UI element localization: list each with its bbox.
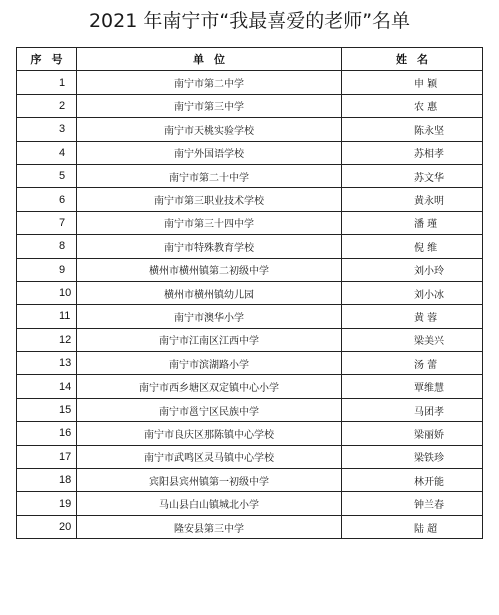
row-teacher-name: 梁美兴 bbox=[342, 328, 483, 351]
row-unit: 南宁市江南区江西中学 bbox=[77, 328, 342, 351]
row-teacher-name: 陈永坚 bbox=[342, 118, 483, 141]
table-row bbox=[17, 515, 483, 538]
row-unit: 南宁市第三职业技术学校 bbox=[77, 188, 342, 211]
row-unit: 马山县白山镇城北小学 bbox=[77, 492, 342, 515]
table-row bbox=[17, 281, 483, 304]
row-number: 19 bbox=[17, 492, 77, 515]
row-teacher-name: 汤 蕾 bbox=[342, 352, 483, 375]
table-row bbox=[17, 422, 483, 445]
row-teacher-name: 黄 蓉 bbox=[342, 305, 483, 328]
table-row bbox=[17, 94, 483, 117]
row-teacher-name: 农 惠 bbox=[342, 94, 483, 117]
row-number: 18 bbox=[17, 469, 77, 492]
row-teacher-name: 马团孝 bbox=[342, 398, 483, 421]
table-row bbox=[17, 71, 483, 94]
table-row bbox=[17, 141, 483, 164]
row-number: 4 bbox=[17, 141, 77, 164]
row-number: 17 bbox=[17, 445, 77, 468]
row-number: 5 bbox=[17, 164, 77, 187]
row-number: 2 bbox=[17, 94, 77, 117]
row-unit: 南宁市第三十四中学 bbox=[77, 211, 342, 234]
row-teacher-name: 林开能 bbox=[342, 469, 483, 492]
row-teacher-name: 潘 瑾 bbox=[342, 211, 483, 234]
row-number: 8 bbox=[17, 235, 77, 258]
table-row bbox=[17, 235, 483, 258]
row-teacher-name: 钟兰春 bbox=[342, 492, 483, 515]
table-row bbox=[17, 164, 483, 187]
row-unit: 南宁市良庆区那陈镇中心学校 bbox=[77, 422, 342, 445]
row-number: 1 bbox=[17, 71, 77, 94]
row-number: 15 bbox=[17, 398, 77, 421]
page-title: 2021 年南宁市“我最喜爱的老师”名单 bbox=[88, 10, 411, 32]
row-unit: 南宁市第三中学 bbox=[77, 94, 342, 117]
row-number: 16 bbox=[17, 422, 77, 445]
row-teacher-name: 刘小玲 bbox=[342, 258, 483, 281]
table-row bbox=[17, 118, 483, 141]
row-unit: 横州市横州镇幼儿园 bbox=[77, 281, 342, 304]
row-teacher-name: 梁铁珍 bbox=[342, 445, 483, 468]
row-number: 12 bbox=[17, 328, 77, 351]
row-teacher-name: 申 颖 bbox=[342, 71, 483, 94]
row-unit: 南宁外国语学校 bbox=[77, 141, 342, 164]
table-header-row bbox=[17, 48, 483, 71]
row-unit: 南宁市澳华小学 bbox=[77, 305, 342, 328]
table-row bbox=[17, 258, 483, 281]
row-number: 7 bbox=[17, 211, 77, 234]
table-row bbox=[17, 445, 483, 468]
table-row bbox=[17, 375, 483, 398]
row-teacher-name: 苏文华 bbox=[342, 164, 483, 187]
row-unit: 南宁市西乡塘区双定镇中心小学 bbox=[77, 375, 342, 398]
row-number: 11 bbox=[17, 305, 77, 328]
table-row bbox=[17, 492, 483, 515]
row-number: 6 bbox=[17, 188, 77, 211]
table-row bbox=[17, 352, 483, 375]
header-unit: 单位 bbox=[77, 48, 342, 71]
row-unit: 隆安县第三中学 bbox=[77, 515, 342, 538]
table-row bbox=[17, 188, 483, 211]
table-row bbox=[17, 398, 483, 421]
row-unit: 南宁市邕宁区民族中学 bbox=[77, 398, 342, 421]
row-number: 14 bbox=[17, 375, 77, 398]
row-number: 13 bbox=[17, 352, 77, 375]
header-number: 序号 bbox=[17, 48, 77, 71]
row-teacher-name: 刘小冰 bbox=[342, 281, 483, 304]
table-row bbox=[17, 211, 483, 234]
table-row bbox=[17, 328, 483, 351]
row-unit: 南宁市特殊教育学校 bbox=[77, 235, 342, 258]
row-teacher-name: 黄永明 bbox=[342, 188, 483, 211]
row-teacher-name: 梁丽娇 bbox=[342, 422, 483, 445]
teacher-list-table bbox=[16, 47, 483, 539]
row-number: 10 bbox=[17, 281, 77, 304]
row-number: 9 bbox=[17, 258, 77, 281]
row-teacher-name: 覃维慧 bbox=[342, 375, 483, 398]
row-unit: 南宁市第二十中学 bbox=[77, 164, 342, 187]
row-unit: 南宁市滨湖路小学 bbox=[77, 352, 342, 375]
row-teacher-name: 陆 超 bbox=[342, 515, 483, 538]
row-teacher-name: 倪 维 bbox=[342, 235, 483, 258]
row-number: 3 bbox=[17, 118, 77, 141]
row-unit: 南宁市武鸣区灵马镇中心学校 bbox=[77, 445, 342, 468]
row-unit: 横州市横州镇第二初级中学 bbox=[77, 258, 342, 281]
table-row bbox=[17, 469, 483, 492]
header-name: 姓名 bbox=[342, 48, 483, 71]
row-number: 20 bbox=[17, 515, 77, 538]
row-teacher-name: 苏相孝 bbox=[342, 141, 483, 164]
row-unit: 南宁市天桃实验学校 bbox=[77, 118, 342, 141]
table-row bbox=[17, 305, 483, 328]
row-unit: 南宁市第二中学 bbox=[77, 71, 342, 94]
row-unit: 宾阳县宾州镇第一初级中学 bbox=[77, 469, 342, 492]
